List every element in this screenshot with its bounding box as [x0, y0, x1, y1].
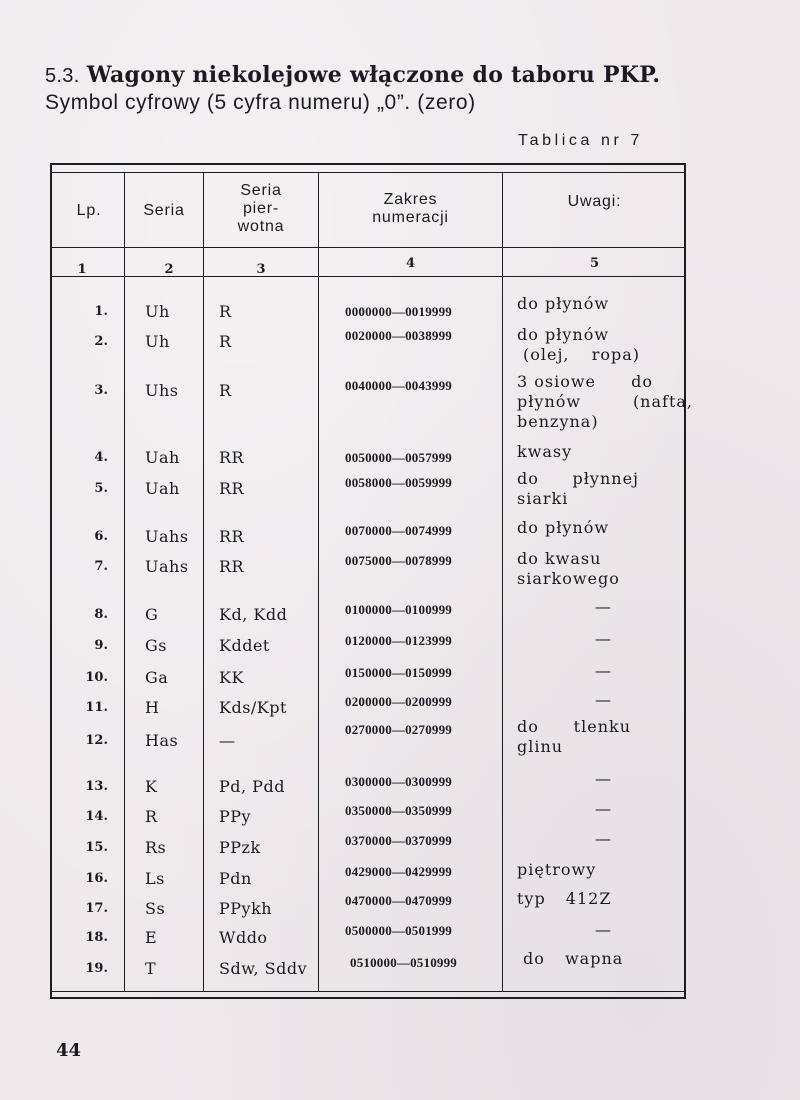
uwagi-word: ropa)	[591, 345, 640, 364]
row-seria: Rs	[145, 838, 167, 857]
row-zakres: 0020000—0038999	[345, 328, 452, 343]
uwagi-line: glinu	[517, 737, 564, 756]
row-seria-pierwotna: RR	[219, 479, 245, 498]
row-seria: Uah	[145, 479, 180, 498]
row-seria-pierwotna: Kd, Kdd	[219, 605, 288, 624]
column-header-label: pier-	[242, 200, 279, 217]
uwagi-line: do płynów	[517, 518, 610, 537]
column-header-seria	[125, 202, 203, 220]
row-seria-pierwotna: RR	[219, 448, 245, 467]
column-header-seria-pierwotna	[204, 182, 318, 236]
row-lp: 11.	[85, 700, 108, 715]
row-uwagi	[517, 294, 685, 314]
row-seria-pierwotna: R	[219, 332, 232, 351]
column-number: 2	[164, 262, 174, 277]
row-lp: 3.	[94, 383, 108, 398]
uwagi-line: kwasy	[517, 442, 573, 461]
page-number: 44	[56, 1040, 82, 1061]
column-header-label: numeracji	[372, 209, 449, 226]
row-uwagi	[523, 949, 691, 969]
uwagi-line	[517, 372, 653, 392]
row-lp: 17.	[85, 901, 108, 916]
uwagi-line: do wapna	[523, 949, 624, 968]
uwagi-word: do	[517, 717, 539, 736]
row-uwagi	[517, 469, 685, 509]
row-seria: R	[145, 807, 158, 826]
uwagi-line: do płynów	[517, 294, 610, 313]
row-seria: Ss	[145, 899, 166, 918]
table-label: Tablica nr 7	[518, 132, 644, 149]
row-seria: H	[145, 698, 160, 717]
table-bottom-rule	[52, 991, 684, 992]
uwagi-line: siarkowego	[517, 569, 620, 588]
column-header-zakres	[319, 191, 502, 227]
row-seria: Uh	[145, 302, 170, 321]
section-title-line	[45, 62, 705, 88]
row-seria-pierwotna: RR	[219, 527, 245, 546]
uwagi-line: do płynów	[517, 325, 610, 344]
column-number: 4	[405, 256, 416, 271]
uwagi-line: benzyna)	[517, 412, 599, 431]
row-lp: 18.	[85, 930, 108, 945]
row-uwagi	[517, 518, 685, 538]
row-uwagi	[517, 860, 685, 880]
row-lp: 6.	[94, 529, 108, 544]
row-seria-pierwotna: R	[219, 381, 232, 400]
column-header-lp	[54, 202, 124, 220]
uwagi-line	[517, 345, 640, 365]
column-header-uwagi	[503, 193, 686, 211]
row-zakres: 0429000—0429999	[345, 864, 452, 879]
row-seria: Uahs	[145, 557, 189, 576]
column-header-label: Lp.	[76, 202, 102, 219]
row-seria: Uh	[145, 332, 170, 351]
section-heading	[45, 62, 705, 115]
row-zakres: 0100000—0100999	[345, 602, 452, 617]
row-seria-pierwotna: Wddo	[219, 928, 268, 947]
column-header-label: Seria	[240, 182, 282, 199]
row-lp: 19.	[85, 961, 108, 976]
row-zakres: 0040000—0043999	[345, 378, 452, 393]
uwagi-line: do kwasu	[517, 549, 602, 568]
uwagi-line	[517, 469, 639, 489]
row-zakres: 0500000—0501999	[345, 923, 452, 938]
uwagi-dash: —	[595, 920, 612, 939]
row-zakres: 0200000—0200999	[345, 694, 452, 709]
column-divider	[124, 172, 125, 992]
row-lp: 1.	[94, 304, 108, 319]
row-uwagi	[517, 325, 685, 365]
column-header-label: Zakres	[383, 191, 438, 208]
row-uwagi	[517, 372, 693, 432]
row-lp: 9.	[94, 638, 108, 653]
uwagi-line: typ 412Z	[517, 889, 612, 908]
row-seria: K	[145, 777, 158, 796]
row-zakres: 0070000—0074999	[345, 523, 452, 538]
row-lp: 16.	[85, 871, 108, 886]
row-lp: 12.	[85, 733, 108, 748]
row-lp: 14.	[85, 809, 108, 824]
row-seria-pierwotna: Sdw, Sddv	[219, 959, 308, 978]
uwagi-dash: —	[595, 597, 612, 616]
table-top-rule	[52, 172, 684, 173]
row-seria-pierwotna: PPy	[219, 807, 252, 826]
row-lp: 10.	[85, 670, 108, 685]
row-seria: E	[145, 928, 158, 947]
section-title: Wagony niekolejowe włączone do taboru PKP.	[86, 62, 661, 88]
uwagi-dash: —	[595, 799, 612, 818]
uwagi-dash: —	[595, 690, 612, 709]
row-zakres: 0050000—0057999	[345, 450, 452, 465]
row-uwagi	[517, 889, 685, 909]
column-number: 1	[77, 262, 87, 277]
row-seria-pierwotna: RR	[219, 557, 245, 576]
row-zakres: 0270000—0270999	[345, 722, 452, 737]
row-seria-pierwotna: R	[219, 302, 232, 321]
row-uwagi	[517, 717, 685, 757]
column-header-label: Seria	[143, 202, 185, 219]
row-lp: 15.	[85, 840, 108, 855]
column-header-label: wotna	[237, 218, 285, 235]
row-seria-pierwotna: —	[219, 731, 236, 750]
row-seria: Ga	[145, 668, 169, 687]
uwagi-word: (nafta,	[632, 392, 693, 411]
section-subtitle: Symbol cyfrowy (5 cyfra numeru) „0”. (zero)	[45, 91, 476, 114]
row-zakres: 0000000—0019999	[345, 304, 452, 319]
row-zakres: 0150000—0150999	[345, 665, 452, 680]
row-lp: 5.	[94, 481, 108, 496]
uwagi-line: siarki	[517, 489, 569, 508]
row-lp: 8.	[94, 607, 108, 622]
uwagi-word: do	[517, 469, 539, 488]
uwagi-dash: —	[595, 629, 612, 648]
section-number: 5.3.	[45, 65, 80, 87]
row-uwagi	[517, 549, 685, 589]
column-divider	[203, 172, 204, 992]
row-seria: Uahs	[145, 527, 189, 546]
row-seria: T	[145, 959, 157, 978]
uwagi-word: do	[631, 372, 653, 391]
uwagi-word: płynnej	[572, 469, 639, 488]
row-seria-pierwotna: Pdn	[219, 869, 252, 888]
uwagi-word: płynów	[517, 392, 582, 411]
column-number: 3	[256, 262, 266, 277]
uwagi-line	[517, 717, 631, 737]
row-zakres: 0510000—0510999	[350, 955, 457, 970]
row-lp: 2.	[94, 334, 108, 349]
uwagi-dash: —	[595, 829, 612, 848]
row-zakres: 0075000—0078999	[345, 553, 452, 568]
row-seria-pierwotna: PPykh	[219, 899, 273, 918]
uwagi-word: 3 osiowe	[517, 372, 597, 391]
uwagi-dash: —	[595, 661, 612, 680]
row-zakres: 0120000—0123999	[345, 633, 452, 648]
uwagi-line	[517, 392, 693, 412]
row-zakres: 0300000—0300999	[345, 774, 452, 789]
row-seria-pierwotna: Pd, Pdd	[219, 777, 285, 796]
uwagi-word: tlenku	[573, 717, 631, 736]
uwagi-dash: —	[595, 769, 612, 788]
column-number: 5	[589, 256, 600, 271]
row-seria-pierwotna: KK	[219, 668, 244, 687]
row-seria: Uhs	[145, 381, 179, 400]
column-divider	[502, 172, 503, 992]
row-lp: 13.	[85, 779, 108, 794]
row-uwagi	[517, 442, 685, 462]
row-zakres: 0470000—0470999	[345, 893, 452, 908]
row-seria: G	[145, 605, 159, 624]
row-seria: Uah	[145, 448, 180, 467]
row-seria-pierwotna: Kds/Kpt	[219, 698, 287, 717]
row-lp: 4.	[94, 450, 108, 465]
row-zakres: 0058000—0059999	[345, 475, 452, 490]
uwagi-line: piętrowy	[517, 860, 597, 879]
row-zakres: 0370000—0370999	[345, 833, 452, 848]
header-rule	[52, 247, 684, 248]
row-seria-pierwotna: PPzk	[219, 838, 261, 857]
column-header-label: Uwagi:	[567, 193, 622, 210]
uwagi-word: (olej,	[523, 345, 570, 364]
row-seria: Ls	[145, 869, 165, 888]
row-seria-pierwotna: Kddet	[219, 636, 270, 655]
row-seria: Has	[145, 731, 179, 750]
row-lp: 7.	[94, 559, 108, 574]
column-divider	[318, 172, 319, 992]
row-seria: Gs	[145, 636, 167, 655]
row-zakres: 0350000—0350999	[345, 803, 452, 818]
